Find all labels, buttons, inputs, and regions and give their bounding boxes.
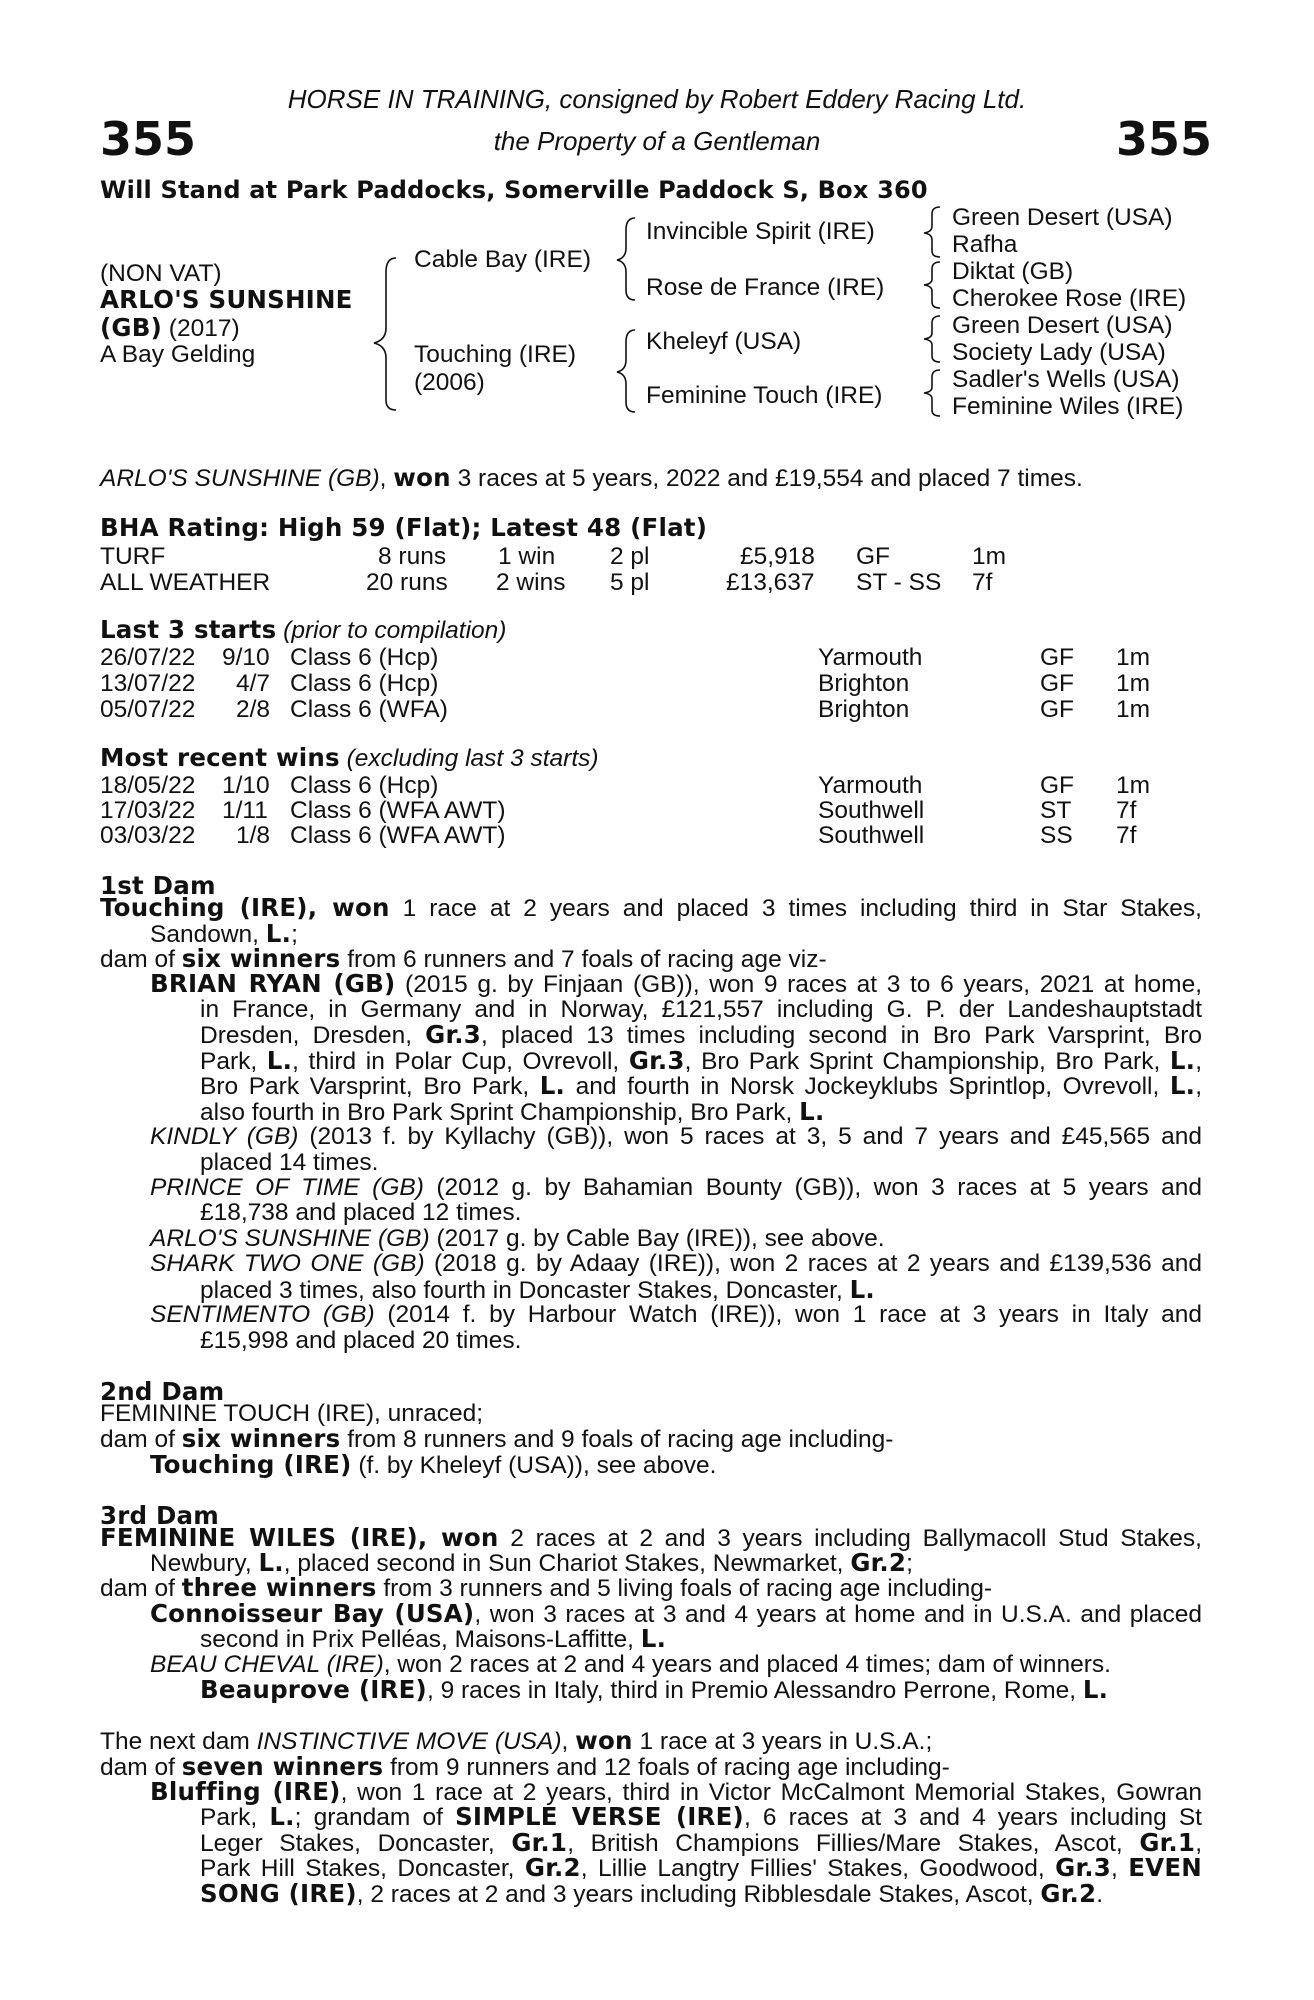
position: 1/10 — [222, 772, 270, 799]
runs: 20 runs — [366, 569, 448, 596]
distance: 1m — [972, 543, 1007, 570]
sentimento-line2: £15,998 and placed 20 times. — [200, 1327, 522, 1354]
gen3-4: Cherokee Rose (IRE) — [952, 285, 1187, 312]
sire-sire: Invincible Spirit (IRE) — [646, 218, 875, 245]
lot-number-left: 355 — [100, 112, 197, 166]
nextdam-line1: The next dam INSTINCTIVE MOVE (USA), won 1 race at 3 years in U.S.A.; — [100, 1726, 933, 1755]
dam3-line1: FEMININE WILES (IRE), won 2 races at 2 and 3 years including Ballymacoll Stud Stakes, — [100, 1523, 1202, 1552]
stand-location: Will Stand at Park Paddocks, Somerville Paddock S, Box 360 — [100, 176, 928, 204]
brian-ryan-line5: Bro Park Varsprint, Bro Park, L. and fourth in Norsk Jockeyklubs Sprintlop, Ovrevoll, L., — [200, 1071, 1203, 1100]
distance: 7f — [1116, 797, 1137, 824]
going: GF — [1040, 670, 1075, 697]
race-class: Class 6 (Hcp) — [290, 670, 439, 697]
horse-name: ARLO'S SUNSHINE — [100, 285, 353, 314]
arlo-line: ARLO'S SUNSHINE (GB) (2017 g. by Cable Bay (IRE)), see above. — [150, 1225, 885, 1252]
runs: 8 runs — [378, 543, 447, 570]
position: 9/10 — [222, 644, 270, 671]
distance: 1m — [1116, 772, 1151, 799]
position: 2/8 — [236, 696, 271, 723]
summary-rest: 3 races at 5 years, 2022 and £19,554 and placed 7 times. — [450, 465, 1083, 492]
prince-line1: PRINCE OF TIME (GB) (2012 g. by Bahamian Bounty (GB)), won 3 races at 5 years and — [150, 1174, 1202, 1201]
summary-horse: ARLO'S SUNSHINE (GB) — [100, 465, 380, 492]
race-class: Class 6 (WFA AWT) — [290, 822, 506, 849]
nextdam-line2: dam of seven winners from 9 runners and 12 foals of racing age including- — [100, 1752, 950, 1781]
date: 17/03/22 — [100, 797, 196, 824]
dam1-line2: Sandown, L.; — [150, 919, 298, 948]
gen3-3: Diktat (GB) — [952, 258, 1074, 285]
date: 05/07/22 — [100, 696, 196, 723]
going: ST — [1040, 797, 1072, 824]
race-class: Class 6 (Hcp) — [290, 772, 439, 799]
dam1-heading: 1st Dam — [100, 871, 216, 900]
going: ST - SS — [856, 569, 942, 596]
going: GF — [1040, 772, 1075, 799]
dam: Touching (IRE) — [414, 341, 577, 368]
course: Brighton — [818, 696, 910, 723]
date: 26/07/22 — [100, 644, 196, 671]
vat-status: (NON VAT) — [100, 260, 222, 287]
gen3-5: Green Desert (USA) — [952, 312, 1173, 339]
prince-line2: £18,738 and placed 12 times. — [200, 1199, 522, 1226]
wins: 1 win — [498, 543, 556, 570]
brian-ryan-line6: also fourth in Bro Park Sprint Championship, Bro Park, L. — [200, 1097, 825, 1126]
connoisseur-line1: Connoisseur Bay (USA), won 3 races at 3 and 4 years at home and in U.S.A. and placed — [150, 1599, 1203, 1628]
course: Yarmouth — [818, 644, 923, 671]
shark-line2: placed 3 times, also fourth in Doncaster Stakes, Doncaster, L. — [200, 1275, 875, 1304]
dam3-heading: 3rd Dam — [100, 1501, 219, 1530]
dam3-line2: Newbury, L., placed second in Sun Chariot Stakes, Newmarket, Gr.2; — [150, 1548, 913, 1577]
distance: 7f — [1116, 822, 1137, 849]
race-class: Class 6 (Hcp) — [290, 644, 439, 671]
position: 4/7 — [236, 670, 271, 697]
going: GF — [1040, 644, 1075, 671]
property-line: the Property of a Gentleman — [493, 126, 821, 156]
horse-description: A Bay Gelding — [100, 341, 256, 368]
race-class: Class 6 (WFA AWT) — [290, 797, 506, 824]
gen3-8: Feminine Wiles (IRE) — [952, 393, 1184, 420]
position: 1/8 — [236, 822, 271, 849]
brian-ryan-line1: BRIAN RYAN (GB) (2015 g. by Finjaan (GB)), won 9 races at 3 to 6 years, 2021 at home, — [150, 969, 1202, 998]
course: Yarmouth — [818, 772, 923, 799]
brian-ryan-line3: Dresden, Dresden, Gr.3, placed 13 times including second in Bro Park Varsprint, Bro — [200, 1020, 1202, 1049]
bluffing-line5: SONG (IRE), 2 races at 2 and 3 years including Ribblesdale Stakes, Ascot, Gr.2. — [200, 1879, 1104, 1908]
placings: 2 pl — [610, 543, 650, 570]
dam3-line3: dam of three winners from 3 runners and 5 living foals of racing age including- — [100, 1573, 993, 1602]
last3-heading: Last 3 starts (prior to compilation) — [100, 615, 507, 644]
surface: ALL WEATHER — [100, 569, 271, 596]
race-summary: ARLO'S SUNSHINE (GB), won 3 races at 5 years, 2022 and £19,554 and placed 7 times. — [100, 463, 1083, 492]
dam2-heading: 2nd Dam — [100, 1377, 225, 1406]
kindly-line2: placed 14 times. — [200, 1149, 379, 1176]
dam-year: (2006) — [414, 369, 485, 396]
dam2-line2: dam of six winners from 8 runners and 9 foals of racing age including- — [100, 1424, 894, 1453]
kindly-line1: KINDLY (GB) (2013 f. by Kyllachy (GB)), won 5 races at 3, 5 and 7 years and £45,565 and — [150, 1123, 1202, 1150]
going: GF — [856, 543, 891, 570]
dam2-line3: Touching (IRE) (f. by Kheleyf (USA)), see above. — [150, 1450, 717, 1479]
bluffing-line2: Park, L.; grandam of SIMPLE VERSE (IRE), 6 races at 3 and 4 years including St — [200, 1802, 1202, 1831]
date: 13/07/22 — [100, 670, 196, 697]
distance: 1m — [1116, 644, 1151, 671]
gen3-1: Green Desert (USA) — [952, 204, 1173, 231]
dam-sire: Kheleyf (USA) — [646, 328, 802, 355]
lot-number-right: 355 — [1116, 112, 1213, 166]
date: 03/03/22 — [100, 822, 196, 849]
beau-cheval-line: BEAU CHEVAL (IRE), won 2 races at 2 and 4 years and placed 4 times; dam of winners. — [150, 1651, 1111, 1678]
gen3-6: Society Lady (USA) — [952, 339, 1166, 366]
beauprove-line: Beauprove (IRE), 9 races in Italy, third in Premio Alessandro Perrone, Rome, L. — [200, 1675, 1109, 1704]
course: Southwell — [818, 822, 925, 849]
horse-year: (2017) — [168, 315, 240, 342]
brian-ryan-line2: in France, in Germany and in Norway, £121,557 including G. P. der Landeshauptstadt — [200, 996, 1202, 1023]
course: Southwell — [818, 797, 925, 824]
wins: 2 wins — [496, 569, 566, 596]
sentimento-line1: SENTIMENTO (GB) (2014 f. by Harbour Watch (IRE)), won 1 race at 3 years in Italy and — [150, 1301, 1202, 1328]
dam-dam: Feminine Touch (IRE) — [646, 382, 883, 409]
distance: 1m — [1116, 696, 1151, 723]
sire-dam: Rose de France (IRE) — [646, 274, 885, 301]
bluffing-line3: Leger Stakes, Doncaster, Gr.1, British Champions Fillies/Mare Stakes, Ascot, Gr.1, — [200, 1828, 1202, 1857]
summary-won: won — [393, 463, 451, 492]
dam1-line1: Touching (IRE), won 1 race at 2 years and placed 3 times including third in Star Stakes, — [100, 893, 1202, 922]
recent-heading: Most recent wins (excluding last 3 starts) — [100, 743, 599, 772]
gen3-7: Sadler's Wells (USA) — [952, 366, 1180, 393]
going: GF — [1040, 696, 1075, 723]
position: 1/11 — [222, 797, 268, 824]
dam2-line1: FEMININE TOUCH (IRE), unraced; — [100, 1400, 484, 1427]
surface: TURF — [100, 543, 166, 570]
bluffing-line4: Park Hill Stakes, Doncaster, Gr.2, Lillie Langtry Fillies' Stakes, Goodwood, Gr.3, EVEN — [200, 1853, 1202, 1882]
date: 18/05/22 — [100, 772, 196, 799]
distance: 1m — [1116, 670, 1151, 697]
earnings: £5,918 — [740, 543, 815, 570]
dam1-line3: dam of six winners from 6 runners and 7 foals of racing age viz- — [100, 944, 827, 973]
consignor-line: HORSE IN TRAINING, consigned by Robert Eddery Racing Ltd. — [287, 84, 1027, 114]
placings: 5 pl — [610, 569, 650, 596]
shark-line1: SHARK TWO ONE (GB) (2018 g. by Adaay (IRE)), won 2 races at 2 years and £139,536 and — [150, 1250, 1202, 1277]
distance: 7f — [972, 569, 993, 596]
sire: Cable Bay (IRE) — [414, 246, 592, 273]
race-class: Class 6 (WFA) — [290, 696, 448, 723]
going: SS — [1040, 822, 1073, 849]
brian-ryan-line4: Park, L., third in Polar Cup, Ovrevoll, Gr.3, Bro Park Sprint Championship, Bro Park, L., — [200, 1046, 1202, 1075]
gen3-2: Rafha — [952, 231, 1018, 258]
earnings: £13,637 — [726, 569, 815, 596]
horse-country: (GB) — [100, 313, 162, 342]
bha-rating: BHA Rating: High 59 (Flat); Latest 48 (Flat) — [100, 513, 708, 542]
bluffing-line1: Bluffing (IRE), won 1 race at 2 years, third in Victor McCalmont Memorial Stakes, Gowran — [150, 1777, 1202, 1806]
course: Brighton — [818, 670, 910, 697]
connoisseur-line2: second in Prix Pelléas, Maisons-Laffitte, L. — [200, 1624, 667, 1653]
